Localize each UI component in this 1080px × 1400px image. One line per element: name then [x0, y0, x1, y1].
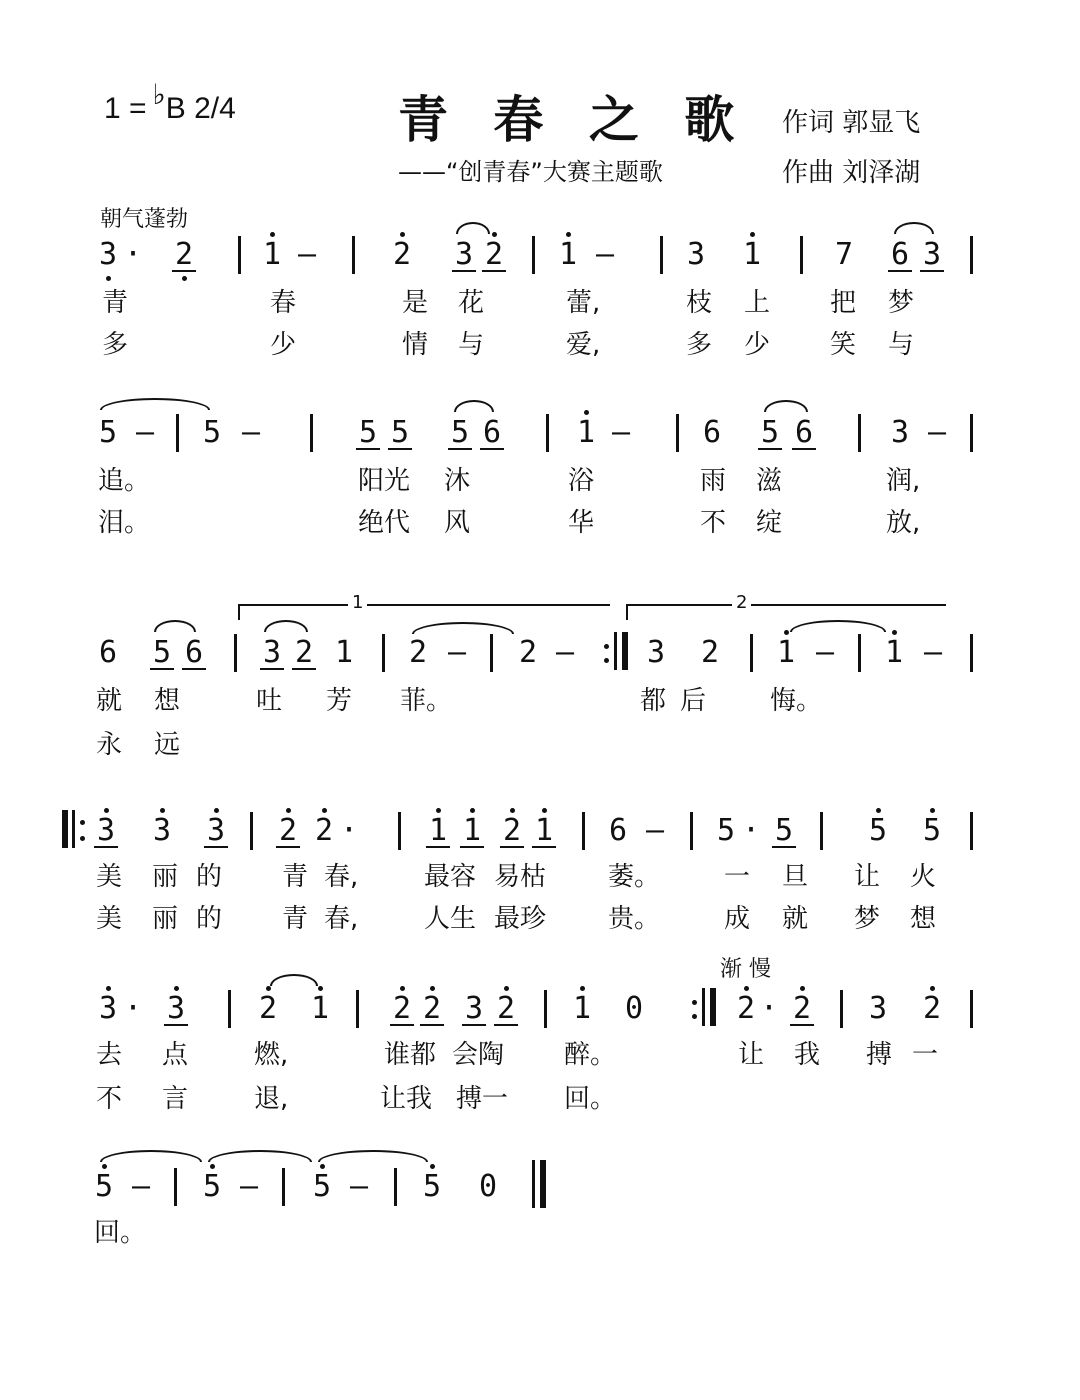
- note: 6: [480, 418, 504, 450]
- note: 5: [310, 1172, 334, 1202]
- note: 5: [716, 813, 736, 848]
- note: 5: [920, 816, 944, 846]
- end-barline: [532, 1160, 535, 1208]
- barline: [970, 812, 973, 850]
- barline: [582, 812, 585, 850]
- final-repeat-barline: [614, 632, 617, 670]
- note: 1: [570, 994, 594, 1024]
- note: 0: [624, 991, 644, 1026]
- barline: [352, 236, 355, 274]
- barline: [970, 634, 973, 672]
- note: 2: [920, 994, 944, 1024]
- note: ·: [340, 813, 359, 848]
- barline: [858, 414, 861, 452]
- note: 2: [734, 994, 758, 1024]
- barline: [970, 414, 973, 452]
- note: ·: [124, 237, 143, 272]
- song-subtitle: ——“创青春”大赛主题歌: [398, 158, 663, 186]
- note: 5: [866, 816, 890, 846]
- note: 1: [882, 638, 906, 668]
- note: 2: [276, 816, 300, 848]
- note: 1: [460, 816, 484, 848]
- note: 5: [200, 1172, 224, 1202]
- note: 5: [448, 418, 472, 450]
- barline: [282, 1168, 285, 1206]
- note: –: [242, 415, 261, 450]
- note: 1: [532, 816, 556, 848]
- repeat-dot: [604, 658, 609, 663]
- note: 3: [96, 240, 120, 270]
- note: 5: [758, 418, 782, 450]
- note: 2: [256, 994, 280, 1024]
- repeat-dot: [80, 820, 85, 825]
- note: 2: [292, 638, 316, 670]
- tie: [208, 1150, 312, 1162]
- note: –: [448, 635, 467, 670]
- note: –: [928, 415, 947, 450]
- tie: [154, 620, 196, 632]
- note: ·: [124, 991, 143, 1026]
- tie: [270, 974, 318, 986]
- tie: [764, 400, 808, 412]
- barline: [532, 236, 535, 274]
- barline: [490, 634, 493, 672]
- note: 3: [96, 994, 120, 1024]
- barline: [858, 634, 861, 672]
- note: 2: [390, 994, 414, 1026]
- barline: [676, 414, 679, 452]
- barline: [398, 812, 401, 850]
- composer-credit: 作曲 刘泽湖: [782, 158, 921, 188]
- tie: [412, 622, 514, 634]
- barline: [546, 414, 549, 452]
- note: 5: [772, 816, 796, 848]
- barline: [250, 812, 253, 850]
- note: 5: [388, 418, 412, 450]
- tie: [100, 1150, 202, 1162]
- note: 6: [792, 418, 816, 450]
- note: 6: [608, 813, 628, 848]
- note: 3: [260, 638, 284, 670]
- tie: [894, 222, 934, 234]
- tie: [454, 400, 494, 412]
- note: 3: [94, 816, 118, 848]
- note: 3: [686, 237, 706, 272]
- final-repeat-barline: [710, 988, 716, 1026]
- barline: [174, 1168, 177, 1206]
- note: –: [298, 237, 317, 272]
- barline: [176, 414, 179, 452]
- tie: [100, 398, 210, 410]
- barline: [840, 990, 843, 1028]
- tie: [790, 620, 886, 632]
- note: 5: [92, 1172, 116, 1202]
- note: 3: [868, 991, 888, 1026]
- barline: [750, 634, 753, 672]
- note: 1: [774, 638, 798, 668]
- key-signature: 1 = ♭B 2/4: [104, 78, 236, 125]
- note: 0: [478, 1169, 498, 1204]
- note: 3: [462, 994, 486, 1026]
- note: 1: [426, 816, 450, 848]
- note: 5: [420, 1172, 444, 1202]
- repeat-dot: [604, 644, 609, 649]
- note: –: [132, 1169, 151, 1204]
- start-repeat-barline: [72, 810, 75, 848]
- barline: [238, 236, 241, 274]
- note: 2: [700, 635, 720, 670]
- note: ·: [760, 991, 779, 1026]
- note: 5: [356, 418, 380, 450]
- tie: [264, 620, 308, 632]
- note: 2: [500, 816, 524, 848]
- song-title: 青 春 之 歌: [398, 90, 749, 149]
- note: –: [240, 1169, 259, 1204]
- first-ending-bracket: 1: [238, 604, 610, 620]
- note: 3: [920, 240, 944, 272]
- note: 5: [202, 415, 222, 450]
- note: –: [350, 1169, 369, 1204]
- barline: [970, 236, 973, 274]
- ritardando-marking: 渐 慢: [720, 957, 771, 982]
- repeat-dot: [692, 1000, 697, 1005]
- barline: [544, 990, 547, 1028]
- note: ·: [742, 813, 761, 848]
- note: 6: [702, 415, 722, 450]
- note: –: [136, 415, 155, 450]
- note: 2: [420, 994, 444, 1026]
- barline: [820, 812, 823, 850]
- barline: [660, 236, 663, 274]
- note: 2: [390, 240, 414, 270]
- start-repeat-barline: [62, 810, 68, 848]
- barline: [310, 414, 313, 452]
- barline: [690, 812, 693, 850]
- tie: [456, 222, 490, 234]
- note: 1: [574, 418, 598, 448]
- barline: [234, 634, 237, 672]
- repeat-dot: [692, 1014, 697, 1019]
- note: 3: [164, 994, 188, 1026]
- note: –: [612, 415, 631, 450]
- note: –: [924, 635, 943, 670]
- lyricist-credit: 作词 郭显飞: [782, 108, 921, 138]
- barline: [800, 236, 803, 274]
- note: 2: [494, 994, 518, 1026]
- note: –: [816, 635, 835, 670]
- note: 2: [408, 635, 428, 670]
- note: 1: [556, 240, 580, 270]
- note: 2: [790, 994, 814, 1026]
- barline: [382, 634, 385, 672]
- barline: [970, 990, 973, 1028]
- note: 1: [308, 994, 332, 1024]
- tie: [318, 1150, 428, 1162]
- note: –: [596, 237, 615, 272]
- end-barline: [540, 1160, 546, 1208]
- note: 3: [452, 240, 476, 272]
- note: 2: [482, 240, 506, 272]
- final-repeat-barline: [702, 988, 705, 1026]
- note: 5: [150, 638, 174, 670]
- note: 6: [98, 635, 118, 670]
- note: 5: [98, 415, 118, 450]
- barline: [394, 1168, 397, 1206]
- final-repeat-barline: [622, 632, 628, 670]
- note: –: [646, 813, 665, 848]
- note: 3: [646, 635, 666, 670]
- note: 2: [518, 635, 538, 670]
- repeat-dot: [80, 836, 85, 841]
- note: 6: [182, 638, 206, 670]
- note: 1: [334, 635, 354, 670]
- note: 1: [740, 240, 764, 270]
- note: 7: [834, 237, 854, 272]
- note: –: [556, 635, 575, 670]
- note: 2: [312, 816, 336, 846]
- barline: [356, 990, 359, 1028]
- note: 3: [890, 415, 910, 450]
- note: 2: [172, 240, 196, 272]
- note: 6: [888, 240, 912, 272]
- note: 1: [260, 240, 284, 270]
- note: 3: [150, 816, 174, 846]
- barline: [228, 990, 231, 1028]
- second-ending-bracket: 2: [626, 604, 946, 620]
- note: 3: [204, 816, 228, 848]
- tempo-marking: 朝气蓬勃: [100, 207, 189, 232]
